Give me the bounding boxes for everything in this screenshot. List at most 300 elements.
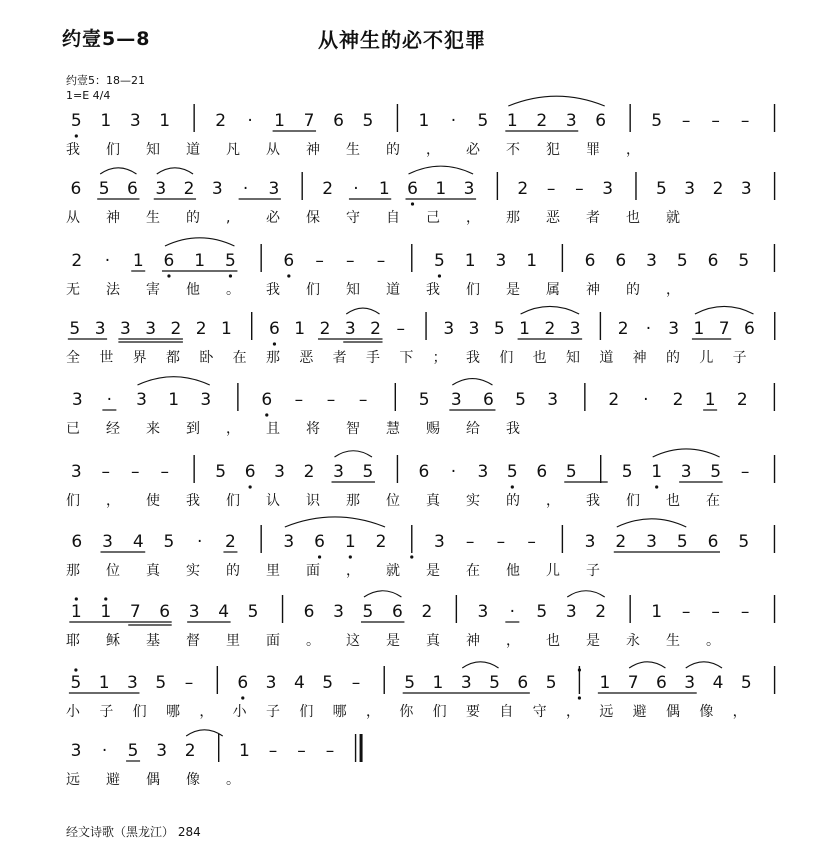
note: 6 [244,462,256,482]
slur [695,306,754,314]
augmentation-dot: · [509,602,516,622]
note: 1 [132,251,144,271]
lyric-char: ， [426,142,440,158]
note: 5 [69,319,81,339]
lyric-char: 我 [426,282,440,298]
note: 5 [127,741,139,761]
final-bar-thick [360,734,363,762]
high-octave-dot [74,668,77,671]
low-octave-dot [410,555,413,558]
scripture-reference: 约壹5：18—21 [66,74,145,87]
note: 1 [98,673,110,693]
lyric-char: 道 [599,350,614,366]
note: 1 [519,319,531,339]
slur [617,519,686,527]
slur [521,306,580,314]
key-signature: 1=E 4/4 [66,89,111,102]
lyric-char: 生 [346,142,360,158]
lyric-char: 也 [626,210,640,226]
lyrics-line [66,492,720,509]
lyric-char: 从 [266,142,280,158]
lyric-char: 们 [66,493,80,509]
note: 5 [621,462,633,482]
note: 2 [517,179,529,199]
lyric-char: 他 [506,563,520,579]
lyric-char: 守 [532,704,547,720]
lyric-char: 神 [632,350,647,366]
lyric-char: 生 [146,210,160,226]
lyric-char: 子 [732,350,747,366]
note: 2 [303,462,315,482]
lyric-char: 知 [146,142,160,158]
note: 5 [247,602,259,622]
score-system-6 [66,449,775,509]
note: 5 [362,602,374,622]
lyric-char: 己 [426,210,440,226]
note: 5 [70,111,82,131]
note: 2 [536,111,548,131]
score-system-2 [66,166,775,226]
lyrics-line [66,141,640,158]
note: 2 [608,390,620,410]
lyric-char: 是 [386,633,400,649]
lyric-char: 智 [346,421,360,437]
lyric-char: 神 [106,210,120,226]
note: 2 [712,179,724,199]
low-octave-dot [318,555,321,558]
note: 3 [434,532,445,552]
lyric-char: 也 [546,633,560,649]
lyric-char: 儿 [699,350,714,366]
note: 1 [432,673,444,693]
lyric-char: 也 [666,493,680,509]
lyric-char: 避 [106,772,120,788]
note: 5 [676,251,688,271]
lyric-char: 已 [66,421,80,437]
slur [346,308,379,314]
note: 3 [283,532,295,552]
lyric-char: 神 [466,633,480,649]
slur [409,166,474,174]
note: 2 [615,532,627,552]
note: 6 [127,179,138,199]
note: 6 [261,390,273,410]
lyric-char: 到 [186,421,200,437]
note: 3 [188,602,200,622]
dash-extension: – [346,251,355,271]
lyric-char: 神 [586,282,600,298]
note: 2 [319,319,331,339]
note: 6 [314,532,325,552]
lyric-char: 们 [466,282,480,298]
low-octave-dot [438,274,441,277]
note: 3 [477,462,489,482]
lyric-char: 们 [306,282,320,298]
note: 3 [344,319,356,339]
note: 1 [194,251,206,271]
lyrics-line [66,281,680,298]
lyric-char: 。 [226,772,240,788]
dash-extension: – [527,532,536,552]
low-octave-dot [241,696,244,699]
note: 5 [70,673,82,693]
lyrics-line [66,209,680,226]
lyric-char: 下 [399,350,414,366]
lyric-char: 的 [186,210,200,226]
low-octave-dot [273,342,276,345]
lyric-char: 罪 [586,142,600,158]
lyric-char: 们 [626,493,640,509]
lyric-char: 卧 [199,350,214,366]
lyric-char: 全 [66,350,80,366]
lyric-char: 那 [266,350,280,366]
lyric-char: 是 [586,633,600,649]
note: 5 [489,673,500,693]
high-octave-dot [75,597,78,600]
note: 6 [392,602,403,622]
note: 6 [70,179,82,199]
note: 5 [676,532,688,552]
note: 6 [159,602,171,622]
note: 2 [370,319,381,339]
lyric-char: ， [106,493,120,509]
lyric-char: 们 [226,493,240,509]
lyric-char: 必 [466,142,480,158]
lyric-char: 我 [586,493,600,509]
lyric-char: 知 [566,350,580,366]
lyric-char: 像 [186,772,200,788]
note: 3 [102,532,113,552]
note: 2 [421,602,433,622]
note: 1 [221,319,232,339]
slur [285,517,385,527]
lyric-char: ， [626,142,640,158]
lyric-char: 来 [146,421,160,437]
lyric-char: 者 [332,350,347,366]
note: 5 [651,111,663,131]
note: 5 [506,462,518,482]
lyric-char: ， [506,633,520,649]
lyrics-line [66,420,520,437]
note: 3 [443,319,455,339]
score-system-1 [66,96,775,158]
lyric-char: 基 [146,633,160,649]
note: 6 [237,673,249,693]
note: 6 [744,319,755,339]
note: 3 [740,179,752,199]
augmentation-dot: · [353,179,359,199]
note: 3 [71,390,83,410]
note: 3 [468,319,480,339]
note: 3 [569,319,581,339]
note: 3 [680,462,692,482]
lyric-char: 。 [226,282,240,298]
dash-extension: – [465,532,475,552]
slur [137,377,209,385]
note: 1 [651,602,663,622]
lyric-char: 在 [466,563,480,579]
note: 2 [736,390,748,410]
note: 1 [526,251,538,271]
note: 3 [584,532,596,552]
dash-extension: – [351,673,361,693]
note: 2 [71,251,83,271]
high-octave-dot [578,668,581,671]
note: 3 [463,179,475,199]
lyric-char: 。 [706,633,720,649]
dash-extension: – [396,319,406,339]
lyric-char: 避 [632,704,647,720]
low-octave-dot [287,274,290,277]
note: 5 [710,462,722,482]
note: 3 [129,111,141,131]
note: 6 [163,251,175,271]
note: 7 [129,602,141,622]
slur [186,730,223,736]
lyric-char: 。 [306,633,320,649]
low-octave-dot [511,485,514,488]
lyric-char: 无 [66,282,80,298]
slur [508,96,604,106]
slur [335,451,372,457]
augmentation-dot: · [643,390,649,410]
note: 6 [418,462,430,482]
lyric-char: 子 [99,704,114,720]
slur [462,662,498,668]
low-octave-dot [578,696,581,699]
augmentation-dot: · [450,111,457,131]
slur [157,168,193,174]
note: 6 [517,673,529,693]
lyric-char: 手 [366,350,380,366]
lyric-char: 在 [706,493,720,509]
low-octave-dot [229,274,232,277]
note: 3 [602,179,614,199]
note: 1 [506,111,518,131]
note: 2 [322,179,334,199]
lyric-char: 凡 [226,142,240,158]
lyric-char: 使 [146,493,160,509]
lyric-char: 们 [499,350,514,366]
note: 5 [362,462,374,482]
lyric-char: 识 [306,493,320,509]
note: 3 [145,319,157,339]
augmentation-dot: · [645,319,652,339]
lyric-char: 是 [506,282,520,298]
lyric-char: 你 [399,704,414,720]
note: 6 [483,390,494,410]
note: 5 [163,532,175,552]
note: 5 [656,179,667,199]
dash-extension: – [740,462,750,482]
lyric-char: 那 [346,493,360,509]
slur [686,662,722,668]
note: 6 [71,532,83,552]
score-system-4 [66,306,775,366]
lyric-char: ， [366,704,380,720]
lyric-char: ， [226,421,240,437]
note: 1 [693,319,705,339]
note: 4 [132,532,144,552]
lyric-char: 且 [266,421,280,437]
note: 3 [460,673,472,693]
lyric-char: 偶 [146,772,160,788]
slur [653,449,720,457]
note: 3 [211,179,223,199]
hymn-number: 约壹5—8 [62,28,151,50]
note: 1 [704,390,716,410]
note: 5 [493,319,505,339]
note: 2 [225,532,236,552]
lyric-char: 世 [99,350,114,366]
lyric-char: 恶 [546,210,560,226]
note: 2 [617,319,629,339]
lyric-char: 子 [266,704,280,720]
note: 7 [627,673,639,693]
slur [100,168,136,174]
lyric-char: 经 [106,421,120,437]
note: 1 [168,390,180,410]
lyric-char: ； [432,350,447,366]
lyric-char: 都 [166,350,180,366]
note: 6 [707,532,719,552]
augmentation-dot: · [242,179,249,199]
lyric-char: 永 [626,633,640,649]
slur [567,591,604,597]
note: 3 [684,179,696,199]
lyric-char: 不 [506,142,520,158]
note: 5 [418,390,430,410]
note: 4 [293,673,305,693]
note: 3 [265,673,277,693]
lyric-char: 他 [186,282,200,298]
note: 5 [738,251,750,271]
lyrics-line [66,704,747,720]
lyric-char: 是 [426,563,440,579]
note: 5 [738,532,750,552]
note: 3 [565,602,577,622]
note: 5 [536,602,548,622]
note: 1 [294,319,306,339]
lyric-char: 自 [386,210,400,226]
dash-extension: – [546,179,556,199]
lyric-char: 道 [386,282,400,298]
lyric-char: 哪 [166,704,180,720]
lyric-char: 必 [266,210,280,226]
lyric-char: 属 [546,282,560,298]
note: 3 [136,390,147,410]
note: 4 [218,602,230,622]
dash-extension: – [740,602,750,622]
lyrics-line [66,772,240,788]
note: 3 [274,462,286,482]
lyric-char: 界 [132,350,147,366]
lyric-char: 我 [266,282,280,298]
note: 2 [215,111,227,131]
lyric-char: 认 [266,493,280,509]
score-system-5 [66,377,774,437]
lyric-char: 的 [626,282,640,298]
note: 1 [70,602,82,622]
lyric-char: 我 [186,493,200,509]
slur [364,591,401,597]
note: 5 [545,673,557,693]
dash-extension: – [358,390,368,410]
note: 6 [407,179,418,199]
note: 2 [183,179,195,199]
note: 1 [599,673,611,693]
note: 2 [544,319,556,339]
note: 3 [450,390,462,410]
lyric-char: 要 [466,704,480,720]
note: 3 [333,462,344,482]
lyric-char: 小 [232,704,247,720]
note: 3 [156,741,168,761]
note: 3 [268,179,280,199]
note: 3 [547,390,559,410]
lyric-char: 我 [466,350,480,366]
lyric-char: 赐 [426,421,440,437]
augmentation-dot: · [450,462,457,482]
lyric-char: 里 [226,633,240,649]
note: 3 [646,251,657,271]
lyric-char: ， [466,210,480,226]
lyric-char: 实 [466,493,480,509]
lyric-char: 里 [266,563,280,579]
lyric-char: 保 [306,210,320,226]
lyric-char: 们 [132,704,147,720]
lyric-char: 那 [66,563,80,579]
note: 6 [283,251,295,271]
lyric-char: 自 [499,704,514,720]
lyric-char: 神 [306,142,320,158]
lyric-char: 耶 [66,633,80,649]
lyric-char: ， [666,282,680,298]
slur [629,662,665,668]
note: 1 [435,179,447,199]
dash-extension: – [315,251,324,271]
note: 5 [565,462,577,482]
lyric-char: 面 [306,563,320,579]
lyric-char: 也 [532,350,547,366]
lyric-char: 远 [66,772,80,788]
low-octave-dot [265,413,268,416]
lyric-char: 生 [666,633,680,649]
lyric-char: 守 [346,210,360,226]
lyric-char: 慧 [386,421,400,437]
dash-extension: – [326,390,336,410]
note: 5 [477,111,489,131]
lyric-char: , [226,210,231,226]
lyric-char: 实 [186,563,200,579]
slur [165,238,234,246]
note: 2 [170,319,182,339]
lyric-char: 真 [146,563,160,579]
lyric-char: 远 [599,704,614,720]
dash-extension: – [711,111,720,131]
low-octave-dot [655,485,658,488]
note: 3 [684,673,696,693]
note: 6 [269,319,280,339]
score-system-9 [66,662,775,720]
note: 6 [333,111,344,131]
lyric-char: 就 [386,563,400,579]
lyric-char: 们 [432,704,447,720]
dash-extension: – [711,602,720,622]
note: 5 [98,179,110,199]
note: 3 [155,179,167,199]
lyric-char: ， [199,704,214,720]
